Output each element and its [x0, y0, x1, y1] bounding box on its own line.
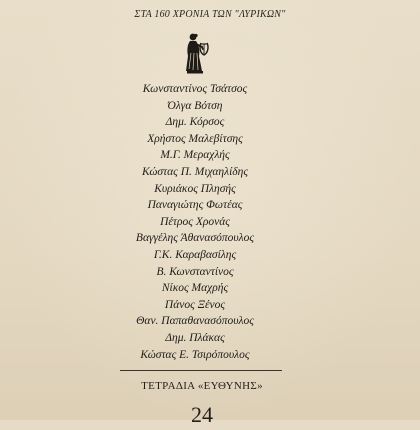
issue-number: 24: [0, 400, 404, 430]
series-title: ΤΕΤΡΑΔΙΑ «ΕΥΘΥΝΗΣ»: [0, 380, 404, 392]
list-item: Χρήστος Μαλεβίτσης: [0, 131, 390, 148]
list-item: Όλγα Βότση: [0, 98, 390, 115]
list-item: Β. Κωνσταντίνος: [0, 264, 390, 281]
list-item: Γ.Κ. Καραβασίλης: [0, 247, 390, 264]
page-header: ΣΤΑ 160 ΧΡΟΝΙΑ ΤΩΝ "ΛΥΡΙΚΩΝ": [0, 9, 420, 20]
list-item: Δημ. Πλάκας: [0, 330, 390, 347]
list-item: Πάνος Ξένος: [0, 297, 390, 314]
list-item: Πέτρος Χρονάς: [0, 214, 390, 231]
horizontal-divider: [120, 370, 282, 371]
list-item: Νίκος Μαχρής: [0, 280, 390, 297]
list-item: Κώστας Ε. Τσιρόπουλος: [0, 347, 390, 364]
list-item: Κώστας Π. Μιχαηλίδης: [0, 164, 390, 181]
list-item: Κυριάκος Πλησής: [0, 181, 390, 198]
list-item: Βαγγέλης Άθανασόπουλος: [0, 230, 390, 247]
list-item: Θαν. Παπαθανασόπουλος: [0, 313, 390, 330]
list-item: Μ.Γ. Μεραχλής: [0, 147, 390, 164]
contributors-list: [0, 81, 390, 363]
list-item: Κωνσταντίνος Τσάτσος: [0, 81, 390, 98]
list-item: Παναγιώτης Φωτέας: [0, 197, 390, 214]
muse-with-lyre-icon: [180, 31, 210, 75]
list-item: Δημ. Κόρσος: [0, 114, 390, 131]
